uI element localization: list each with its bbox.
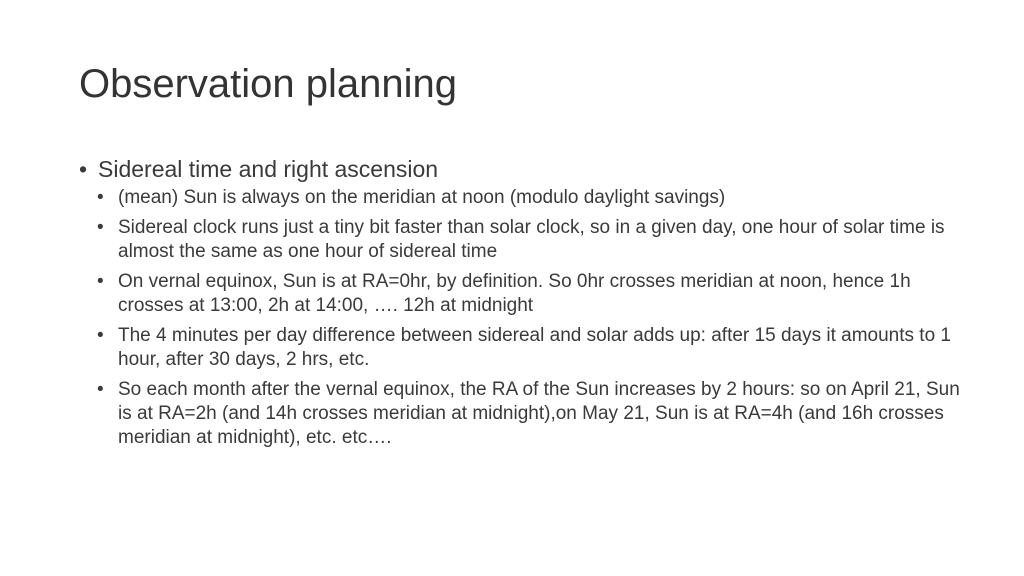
sub-bullet-text: The 4 minutes per day difference between sidereal and solar adds up: after 15 days it amounts to 1 hour, after 30 days, 2 hrs, etc. xyxy=(118,325,951,370)
bullet-icon: • xyxy=(97,379,104,400)
bullet-text: Sidereal time and right ascension xyxy=(98,156,439,182)
bullet-icon: • xyxy=(97,187,104,208)
sub-bullet-text: (mean) Sun is always on the meridian at noon (modulo daylight savings) xyxy=(118,187,726,208)
sub-bullet-item xyxy=(97,378,968,450)
bullet-icon: • xyxy=(97,325,104,346)
slide-body xyxy=(79,155,959,456)
sub-bullet-item xyxy=(97,186,968,210)
bullet-item-level1 xyxy=(79,155,959,184)
bullet-icon: • xyxy=(79,156,88,182)
sub-bullet-text: On vernal equinox, Sun is at RA=0hr, by definition. So 0hr crosses meridian at noon, hence 1h crosses at 13:00, 2h at 14:00, …. 12h at midnight xyxy=(118,271,911,316)
sub-bullet-item xyxy=(97,216,968,264)
sub-bullet-item xyxy=(97,270,968,318)
bullet-icon: • xyxy=(97,271,104,292)
sub-bullet-text: Sidereal clock runs just a tiny bit faster than solar clock, so in a given day, one hour of solar time is almost the same as one hour of sidereal time xyxy=(118,217,945,262)
bullet-icon: • xyxy=(97,217,104,238)
slide-title: Observation planning xyxy=(79,62,458,106)
sub-bullet-list xyxy=(79,186,959,450)
sub-bullet-item xyxy=(97,324,968,372)
sub-bullet-text: So each month after the vernal equinox, the RA of the Sun increases by 2 hours: so on April 21, Sun is at RA=2h (and 14h crosses meridian at midnight),on May 21, Sun is at RA=4h (and 16h crosses meridian at midnight), etc. etc…. xyxy=(118,379,960,448)
